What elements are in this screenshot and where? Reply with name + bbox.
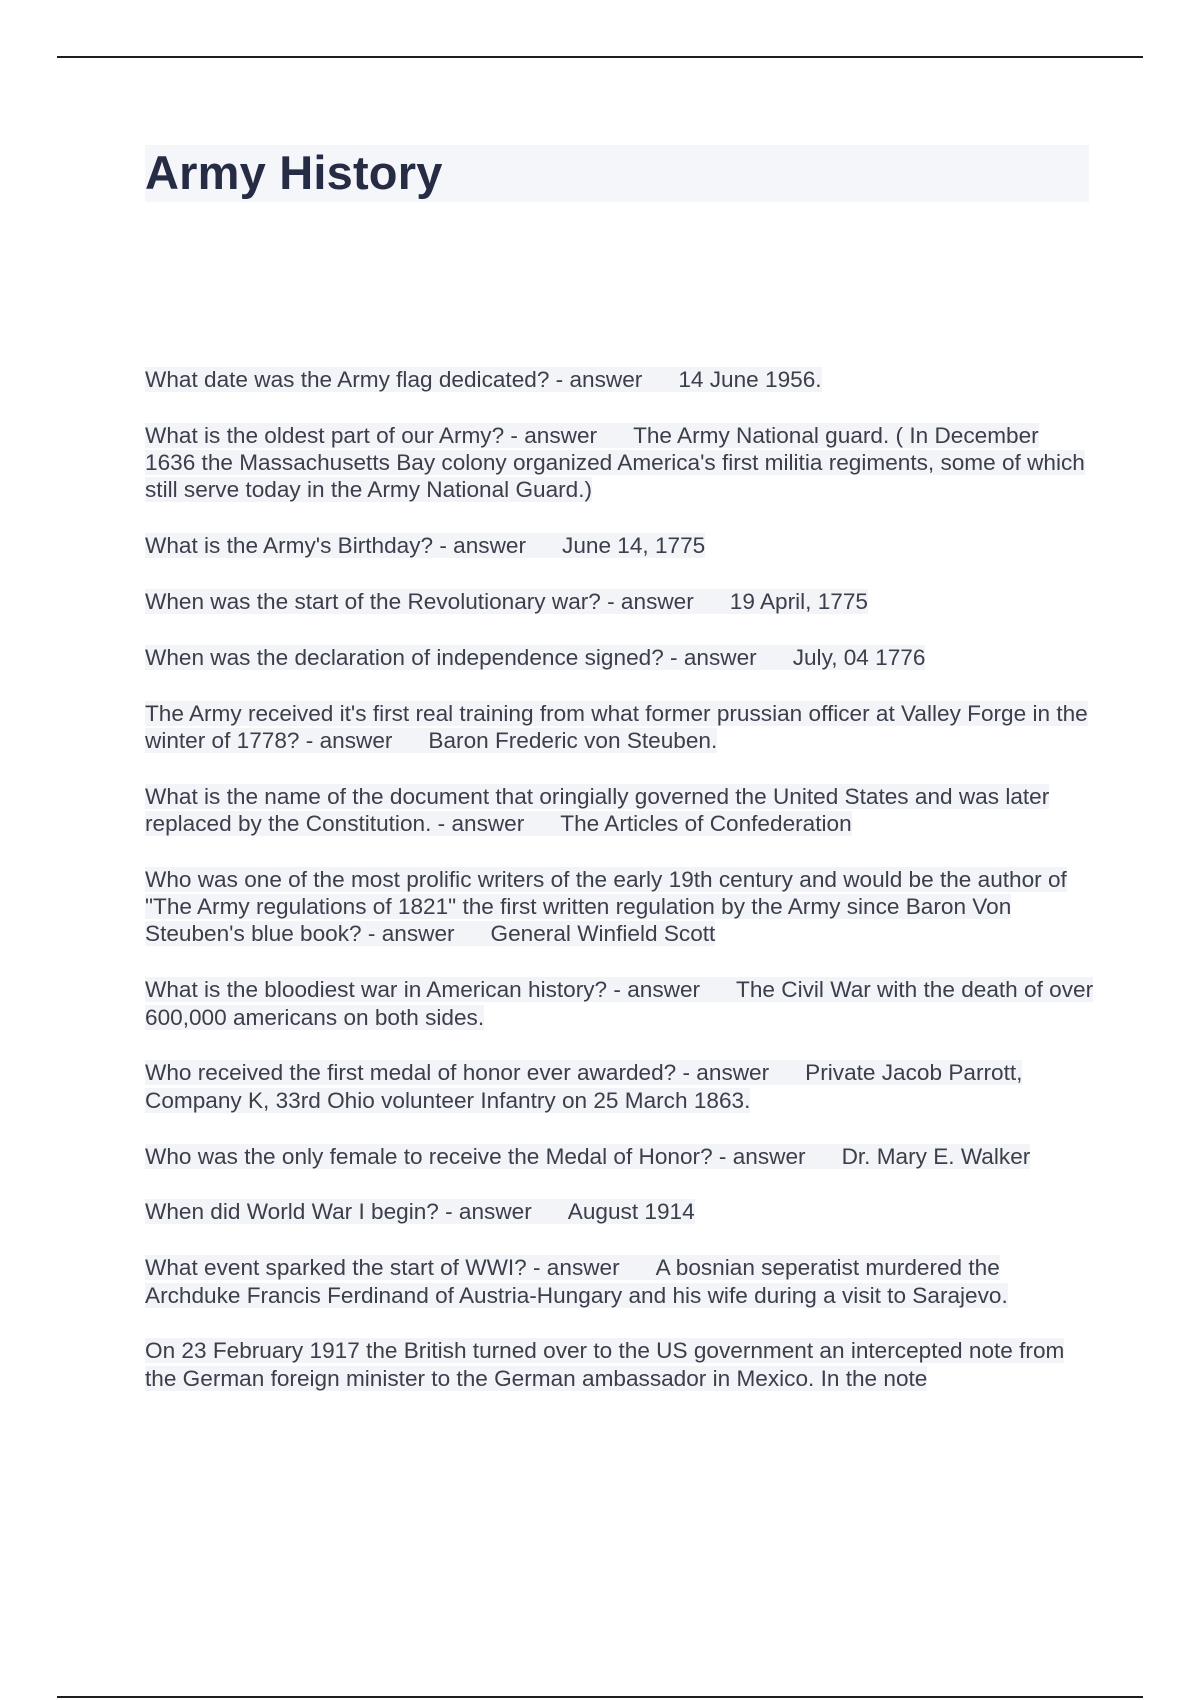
qa-item xyxy=(145,1337,1095,1391)
qa-item xyxy=(145,644,1095,671)
answer-text: June 14, 1775 xyxy=(562,533,706,559)
qa-text xyxy=(145,645,925,670)
qa-item xyxy=(145,588,1095,615)
answer-text: Private Jacob Parrott, Company K, 33rd Ohio volunteer Infantry on 25 March 1863. xyxy=(145,1060,1023,1113)
qa-item xyxy=(145,1143,1095,1170)
qa-item xyxy=(145,1198,1095,1225)
qa-item xyxy=(145,866,1095,948)
answer-text: 14 June 1956. xyxy=(678,367,822,392)
question-text: What date was the Army flag dedicated? - answer xyxy=(145,367,643,392)
qa-text xyxy=(145,784,1049,836)
qa-text xyxy=(145,533,705,558)
qa-item xyxy=(145,1059,1095,1113)
question-text: What is the Army's Birthday? - answer xyxy=(145,533,527,559)
question-text: Who received the first medal of honor ever awarded? - answer xyxy=(145,1060,770,1086)
qa-list xyxy=(145,366,1095,1421)
qa-item xyxy=(145,1254,1095,1308)
question-text: Who was the only female to receive the Medal of Honor? - answer xyxy=(145,1143,806,1169)
answer-text: The Articles of Confederation xyxy=(560,811,852,837)
qa-item xyxy=(145,366,1095,393)
qa-text xyxy=(145,701,1088,753)
question-text: What is the bloodiest war in American history? - answer xyxy=(145,977,701,1003)
bottom-rule xyxy=(57,1696,1143,1698)
qa-text xyxy=(145,867,1067,946)
qa-text xyxy=(145,423,1085,502)
question-text: When was the declaration of independence signed? - answer xyxy=(145,644,757,670)
question-text: What is the name of the document that oringially governed the United States and was later replaced by the Constitution. - answer xyxy=(145,783,1050,837)
answer-text: Baron Frederic von Steuben. xyxy=(428,728,718,754)
question-text: When did World War I begin? - answer xyxy=(145,1199,532,1225)
top-rule xyxy=(57,56,1143,58)
qa-item xyxy=(145,532,1095,559)
question-text: When was the start of the Revolutionary war? - answer xyxy=(145,589,694,615)
qa-text xyxy=(145,1338,1064,1390)
answer-text: General Winfield Scott xyxy=(490,921,716,947)
answer-text: The Civil War with the death of over 600,000 americans on both sides. xyxy=(145,977,1094,1030)
answer-text: 19 April, 1775 xyxy=(729,589,868,615)
page-title: Army History xyxy=(145,146,443,199)
qa-item xyxy=(145,422,1095,504)
qa-text xyxy=(145,1060,1022,1112)
question-text: What event sparked the start of WWI? - answer xyxy=(145,1255,620,1281)
qa-item xyxy=(145,976,1095,1030)
qa-text xyxy=(145,1144,1030,1169)
qa-text xyxy=(145,589,868,614)
qa-item xyxy=(145,700,1095,754)
question-text: What is the oldest part of our Army? - answer xyxy=(145,422,598,448)
answer-text: Dr. Mary E. Walker xyxy=(841,1143,1031,1169)
answer-text: A bosnian seperatist murdered the Archduke Francis Ferdinand of Austria-Hungary and his wife during a visit to Sarajevo. xyxy=(145,1255,1008,1308)
qa-item xyxy=(145,783,1095,837)
qa-text xyxy=(145,977,1093,1029)
answer-text: July, 04 1776 xyxy=(792,644,926,670)
question-text: Who was one of the most prolific writers of the early 19th century and would be the author of "The Army regulations of 1821" the first written regulation by the Army since Baron Von Steuben's blue book? - answer xyxy=(145,867,1067,947)
qa-text xyxy=(145,367,822,392)
answer-text: The Army National guard. ( In December 1636 the Massachusetts Bay colony organized America's first militia regiments, some of which still serve today in the Army National Guard.) xyxy=(145,422,1085,503)
question-text: On 23 February 1917 the British turned over to the US government an intercepted note from the German foreign minister to the German ambassador in Mexico. In the note xyxy=(145,1338,1065,1391)
qa-text xyxy=(145,1199,695,1224)
answer-text: August 1914 xyxy=(567,1199,695,1225)
question-text: The Army received it's first real training from what former prussian officer at Valley Forge in the winter of 1778? - answer xyxy=(145,700,1088,754)
qa-text xyxy=(145,1255,1008,1307)
